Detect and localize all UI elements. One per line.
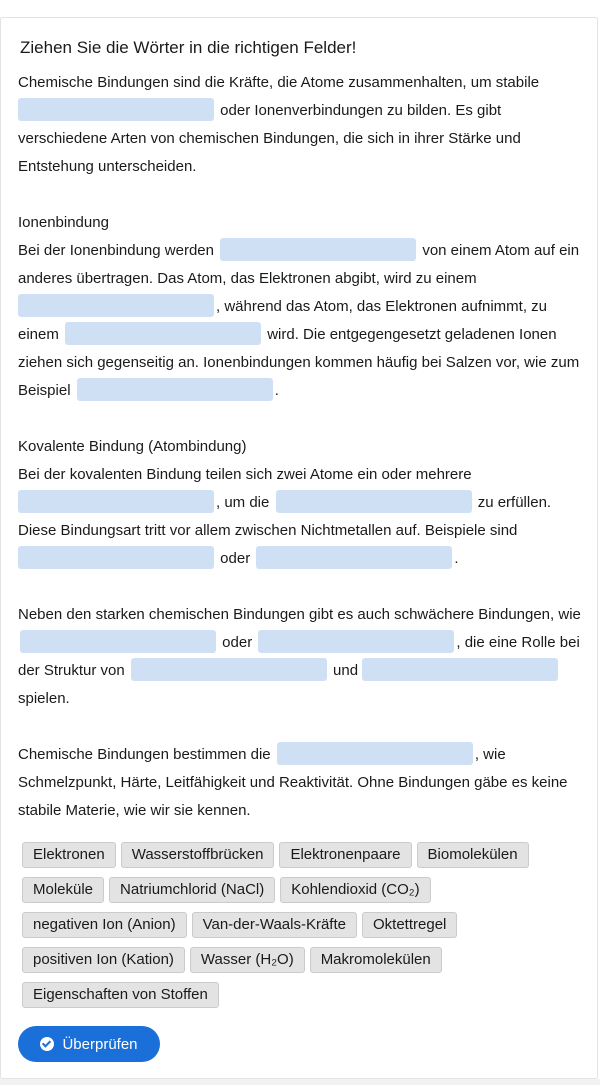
next-section-edge [0,1079,600,1085]
exercise-title: Ziehen Sie die Wörter in die richtigen Felder! [20,38,357,57]
check-circle-icon [40,1037,54,1051]
drop-gap-9[interactable] [256,546,452,569]
drop-gap-13[interactable] [362,658,558,681]
section-heading-ionenbindung: Ionenbindung [18,214,109,231]
drop-gap-2[interactable] [220,238,416,261]
drop-gap-8[interactable] [18,546,214,569]
paragraph-fazit: Chemische Bindungen bestimmen die , wie Schmelzpunkt, Härte, Leitfähigkeit und Reaktivität. Ohne Bindungen gäbe es keine stabile Materie, wie wir sie kennen. [18,741,588,825]
word-chip-biomolekuelen[interactable]: Biomolekülen [417,842,529,868]
paragraph-kovalente-bindung: Kovalente Bindung (Atombindung) Bei der kovalenten Bindung teilen sich zwei Atome ein oder mehrere , um die zu erfüllen. Diese Bindungsart tritt vor allem zwischen Nichtmetallen auf. Beispiele sind oder . [18,438,552,567]
drop-gap-11[interactable] [258,630,454,653]
drop-gap-1[interactable] [18,98,214,121]
drop-gap-6[interactable] [18,490,214,513]
word-chip-makromolekuelen[interactable]: Makromolekülen [310,947,442,973]
word-chip-elektronenpaare[interactable]: Elektronenpaare [279,842,411,868]
word-chip-wasser[interactable]: Wasser (H₂O) [190,947,305,973]
word-chip-van-der-waals[interactable]: Van-der-Waals-Kräfte [192,912,357,938]
drop-gap-5[interactable] [77,378,273,401]
drop-gap-7[interactable] [276,490,472,513]
paragraph-schwache-bindungen: Neben den starken chemischen Bindungen gibt es auch schwächere Bindungen, wie oder , die eine Rolle bei der Struktur von und spielen. [18,606,581,707]
section-heading-kovalent: Kovalente Bindung (Atombindung) [18,438,247,455]
word-chip-natriumchlorid[interactable]: Natriumchlorid (NaCl) [109,877,275,903]
drop-gap-3[interactable] [18,294,214,317]
drop-gap-12[interactable] [131,658,327,681]
drop-gap-4[interactable] [65,322,261,345]
cloze-text [18,69,588,853]
word-chip-eigenschaften[interactable]: Eigenschaften von Stoffen [22,982,219,1008]
word-chip-wasserstoffbruecken[interactable]: Wasserstoffbrücken [121,842,275,868]
check-button[interactable] [18,1026,160,1062]
word-chip-kation[interactable]: positiven Ion (Kation) [22,947,185,973]
word-chip-molekuele[interactable]: Moleküle [22,877,104,903]
paragraph-intro: Chemische Bindungen sind die Kräfte, die Atome zusammenhalten, um stabile oder Ionenverbindungen zu bilden. Es gibt verschiedene Arten von chemischen Bindungen, die sich in ihrer Stärke und Entstehung unterscheiden. [18,74,540,175]
word-chip-elektronen[interactable]: Elektronen [22,842,116,868]
drop-gap-10[interactable] [20,630,216,653]
paragraph-ionenbindung: Ionenbindung Bei der Ionenbindung werden von einem Atom auf ein anderes übertragen. Das Atom, das Elektronen abgibt, wird zu einem , während das Atom, das Elektronen aufnimmt, zu einem wird. Die entgegengesetzt geladenen Ionen ziehen sich gegenseitig an. Ionenbindungen kommen häufig bei Salzen vor, wie zum Beispiel . [18,214,580,399]
word-chip-anion[interactable]: negativen Ion (Anion) [22,912,187,938]
word-bank [22,842,582,1017]
check-button-label: Überprüfen [62,1035,138,1053]
drop-gap-14[interactable] [277,742,473,765]
word-chip-kohlendioxid[interactable]: Kohlendioxid (CO₂) [280,877,430,903]
word-chip-oktettregel[interactable]: Oktettregel [362,912,457,938]
exercise-card [0,17,598,1079]
